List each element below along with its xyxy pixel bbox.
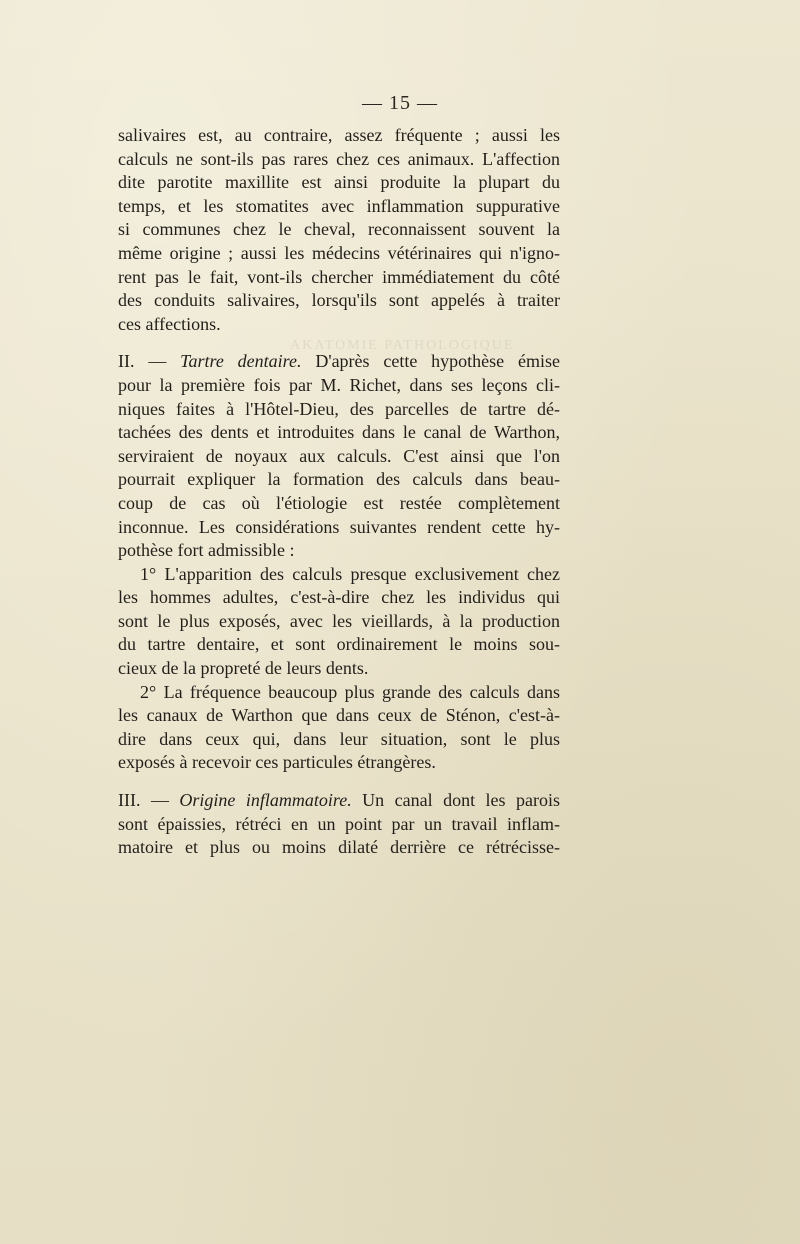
- text-line: les hommes adultes, c'est-à-dire chez les individus qui: [118, 587, 560, 608]
- paragraph: [118, 789, 560, 860]
- text-line: pour la première fois par M. Richet, dans ses leçons cli-: [118, 374, 560, 395]
- text-line: rent pas le fait, vont-ils chercher immédiatement du côté: [118, 266, 560, 287]
- text-line: même origine ; aussi les médecins vétérinaires qui n'igno-: [118, 242, 560, 263]
- text-line: serviraient de noyaux aux calculs. C'est ainsi que l'on: [118, 445, 560, 466]
- text-line: [118, 350, 560, 374]
- paragraph: [118, 124, 560, 336]
- text-line: temps, et les stomatites avec inflammation suppurative: [118, 195, 560, 216]
- body-text: [118, 124, 560, 860]
- text-line: ces affections.: [118, 313, 221, 334]
- text-line: sont épaissies, rétréci en un point par un travail inflam-: [118, 813, 560, 834]
- text-line: dite parotite maxillite est ainsi produite la plupart du: [118, 172, 560, 193]
- show-through-text: AKATOMIE PATHOLOGIQUE: [290, 338, 515, 353]
- section-heading: Origine inflammatoire.: [179, 790, 352, 811]
- text-line: dire dans ceux qui, dans leur situation, sont le plus: [118, 728, 560, 749]
- text-line: salivaires est, au contraire, assez fréquente ; aussi les: [118, 125, 560, 145]
- text-line: inconnue. Les considérations suivantes rendent cette hy-: [118, 516, 560, 537]
- text-line: pourrait expliquer la formation des calculs dans beau-: [118, 469, 560, 490]
- text-line: du tartre dentaire, et sont ordinairement le moins sou-: [118, 634, 560, 655]
- text-line: sont le plus exposés, avec les vieillards, à la production: [118, 610, 560, 631]
- paragraph: [118, 681, 560, 775]
- page-number: — 15 —: [362, 92, 438, 114]
- paragraph: [118, 350, 560, 562]
- text-line: 1° L'apparition des calculs presque exclusivement chez: [140, 563, 560, 584]
- text-line: coup de cas où l'étiologie est restée complètement: [118, 492, 560, 513]
- text-line: exposés à recevoir ces particules étrangères.: [118, 752, 436, 773]
- text-line: [118, 789, 560, 813]
- section-number: II. —: [118, 351, 181, 372]
- text-line: pothèse fort admissible :: [118, 540, 295, 561]
- text-line: 2° La fréquence beaucoup plus grande des calculs dans: [140, 681, 560, 702]
- text-run: D'après cette hypothèse émise: [301, 351, 560, 372]
- text-line: niques faites à l'Hôtel-Dieu, des parcelles de tartre dé-: [118, 398, 560, 419]
- text-run: Un canal dont les parois: [351, 790, 561, 811]
- text-line: matoire et plus ou moins dilaté derrière ce rétrécisse-: [118, 837, 560, 858]
- section-number: III. —: [118, 790, 180, 811]
- paragraph: [118, 563, 560, 681]
- section-heading: Tartre dentaire.: [180, 351, 302, 372]
- text-line: des conduits salivaires, lorsqu'ils sont appelés à traiter: [118, 290, 560, 311]
- text-line: tachées des dents et introduites dans le canal de Warthon,: [118, 422, 560, 443]
- text-line: si communes chez le cheval, reconnaissent souvent la: [118, 219, 560, 240]
- text-line: les canaux de Warthon que dans ceux de Sténon, c'est-à-: [118, 705, 560, 726]
- text-line: cieux de la propreté de leurs dents.: [118, 658, 369, 679]
- text-line: calculs ne sont-ils pas rares chez ces animaux. L'affection: [118, 148, 560, 169]
